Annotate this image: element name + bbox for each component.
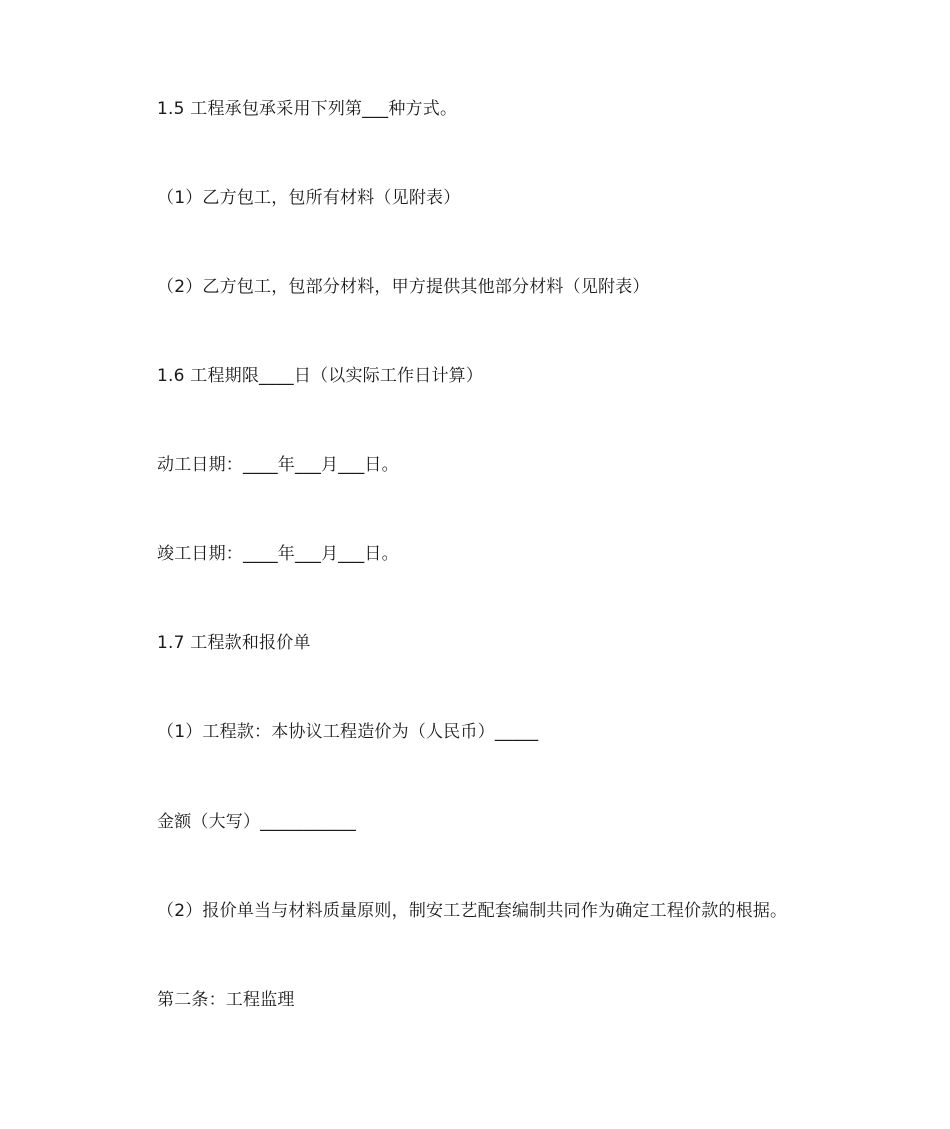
start-date-line: 动工日期：____年___月___日。	[157, 455, 399, 475]
quotation-basis-line: （2）报价单当与材料质量原则，制安工艺配套编制共同作为确定工程价款的根据。	[157, 901, 788, 921]
project-price-line: （1）工程款：本协议工程造价为（人民币）_____	[157, 722, 539, 742]
clause-1-6: 1.6 工程期限____日（以实际工作日计算）	[157, 366, 484, 386]
completion-date-line: 竣工日期：____年___月___日。	[157, 544, 399, 564]
option-2-labor-partial-materials: （2）乙方包工，包部分材料，甲方提供其他部分材料（见附表）	[157, 277, 650, 297]
option-1-labor-all-materials: （1）乙方包工，包所有材料（见附表）	[157, 188, 461, 208]
article-2-heading: 第二条：工程监理	[157, 990, 295, 1010]
clause-1-7: 1.7 工程款和报价单	[157, 633, 311, 653]
clause-1-5: 1.5 工程承包承采用下列第___种方式。	[157, 99, 458, 119]
amount-in-words-line: 金额（大写）___________	[157, 812, 356, 832]
